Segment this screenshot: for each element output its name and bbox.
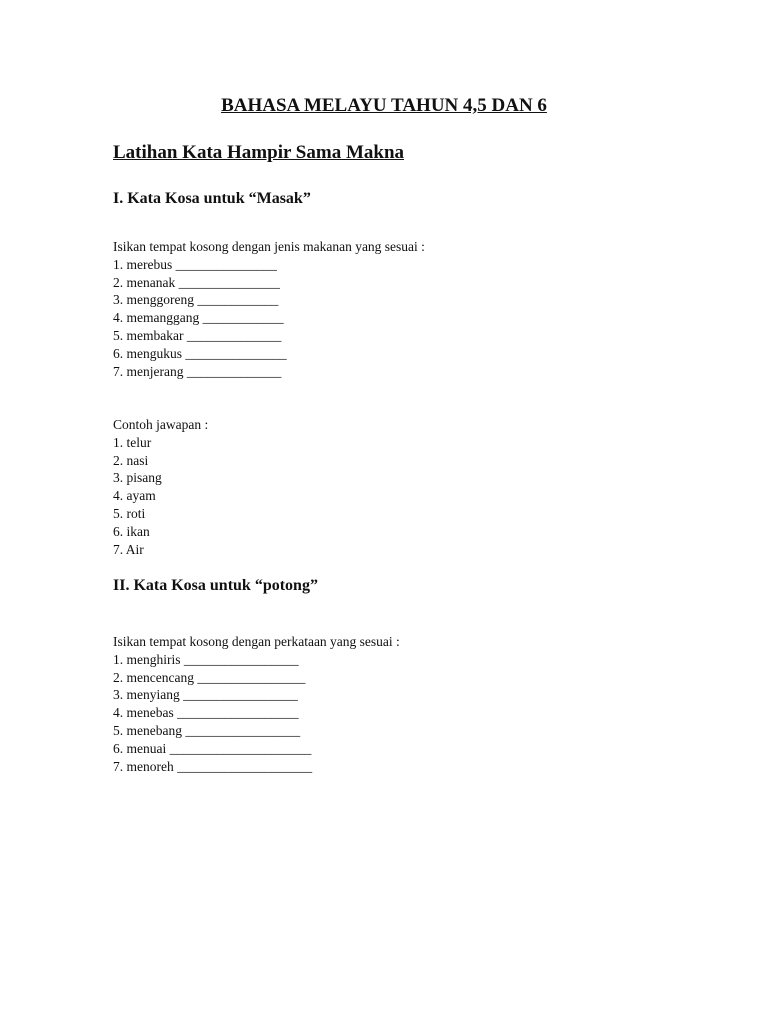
section-1-exercise [113,238,425,380]
page-subtitle: Latihan Kata Hampir Sama Makna [113,142,405,163]
section-1-answers [113,416,208,558]
answer-item: 2. nasi [113,452,149,468]
exercise-item: 5. membakar ______________ [113,327,282,343]
section-2-exercise [113,633,400,775]
exercise-item: 4. memanggang ____________ [113,310,284,326]
answer-item: 4. ayam [113,488,156,504]
exercise-item: 3. menyiang _________________ [113,687,298,703]
answer-item: 7. Air [113,541,144,557]
section-1-instruction: Isikan tempat kosong dengan jenis makanan yang sesuai : [113,239,425,254]
exercise-item: 6. menuai _____________________ [113,740,312,756]
exercise-item: 5. menebang _________________ [113,722,301,738]
exercise-item: 1. menghiris _________________ [113,651,299,667]
exercise-item: 4. menebas __________________ [113,705,299,721]
answer-item: 6. ikan [113,523,150,539]
exercise-item: 7. menoreh ____________________ [113,758,313,774]
section-2-instruction: Isikan tempat kosong dengan perkataan yang sesuai : [113,634,400,649]
exercise-item: 7. menjerang ______________ [113,363,282,379]
section-2-heading: II. Kata Kosa untuk “potong” [113,577,318,594]
section-1-heading: I. Kata Kosa untuk “Masak” [113,190,311,207]
exercise-item: 2. mencencang ________________ [113,669,306,685]
answer-item: 1. telur [113,434,152,450]
page-title: BAHASA MELAYU TAHUN 4,5 DAN 6 [221,95,547,116]
exercise-item: 2. menanak _______________ [113,274,280,290]
answer-item: 3. pisang [113,470,162,486]
exercise-item: 6. mengukus _______________ [113,345,287,361]
exercise-item: 3. menggoreng ____________ [113,292,279,308]
exercise-item: 1. merebus _______________ [113,256,277,272]
answers-label: Contoh jawapan : [113,417,209,432]
answer-item: 5. roti [113,505,146,521]
